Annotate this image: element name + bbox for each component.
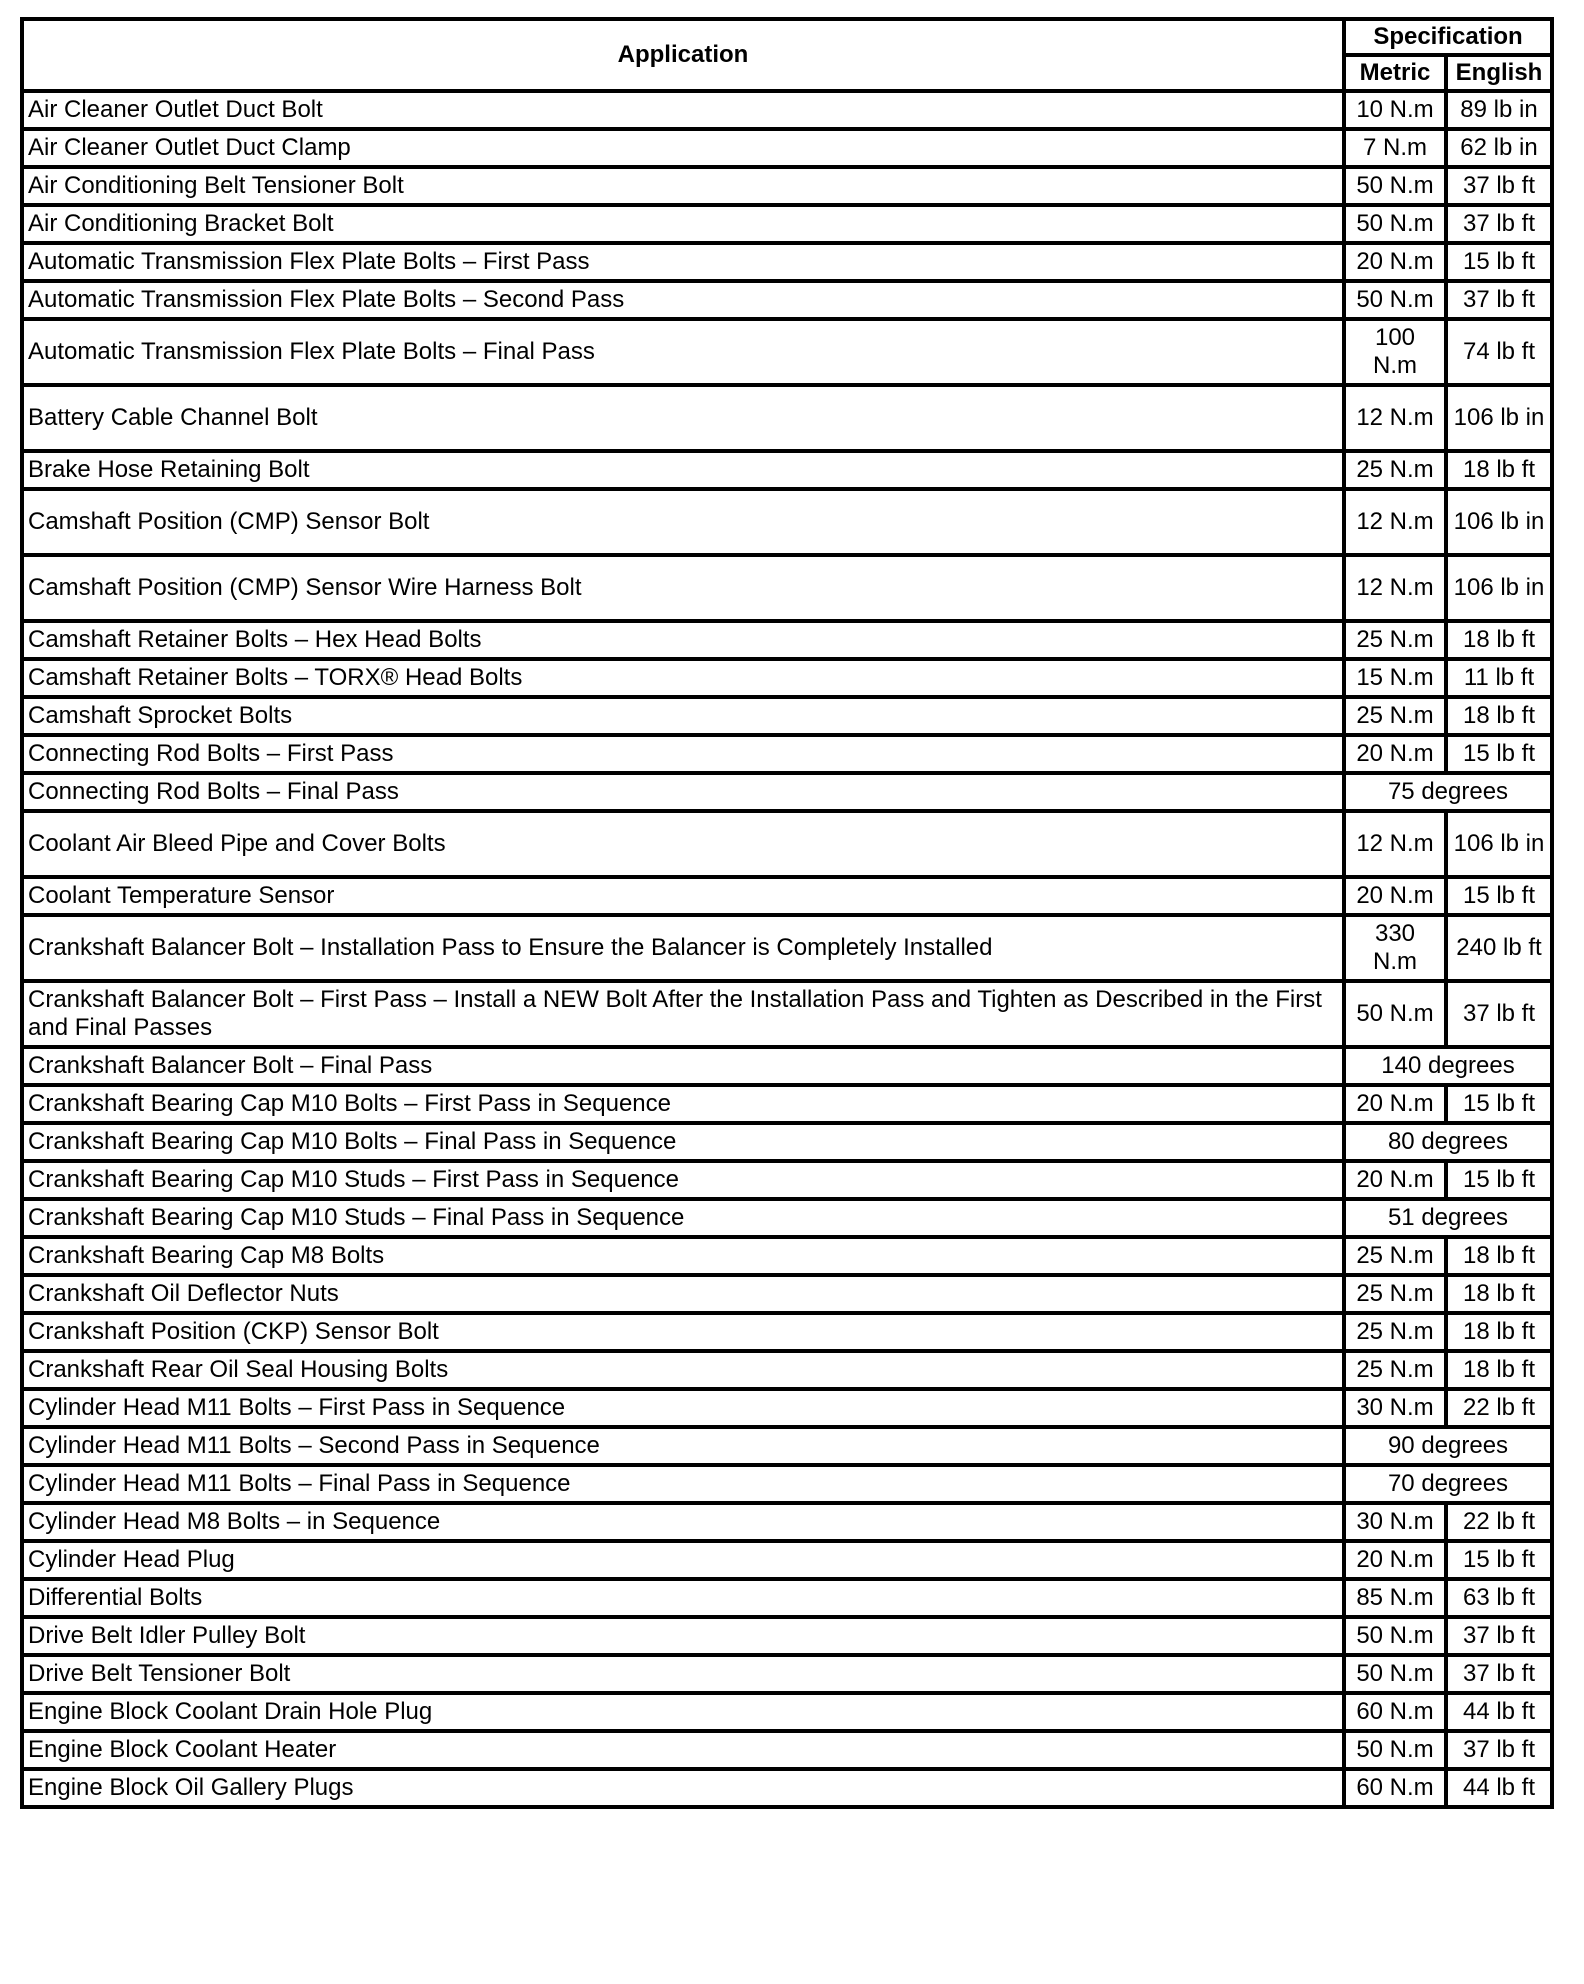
table-row (22, 1161, 1552, 1199)
application-cell: Air Conditioning Bracket Bolt (22, 205, 1344, 243)
english-value-cell: 37 lb ft (1446, 1655, 1552, 1693)
english-value-cell: 62 lb in (1446, 129, 1552, 167)
application-cell: Cylinder Head M11 Bolts – Final Pass in Sequence (22, 1465, 1344, 1503)
table-row (22, 385, 1552, 451)
application-cell: Coolant Air Bleed Pipe and Cover Bolts (22, 811, 1344, 877)
metric-value-cell: 15 N.m (1344, 659, 1446, 697)
metric-value-cell: 330 N.m (1344, 915, 1446, 981)
english-value-cell: 15 lb ft (1446, 243, 1552, 281)
metric-value-cell: 12 N.m (1344, 385, 1446, 451)
english-value-cell: 18 lb ft (1446, 1237, 1552, 1275)
metric-value-cell: 50 N.m (1344, 167, 1446, 205)
english-value-cell: 37 lb ft (1446, 205, 1552, 243)
application-cell: Automatic Transmission Flex Plate Bolts – Second Pass (22, 281, 1344, 319)
table-row (22, 1085, 1552, 1123)
application-cell: Crankshaft Position (CKP) Sensor Bolt (22, 1313, 1344, 1351)
metric-value-cell: 50 N.m (1344, 1731, 1446, 1769)
table-row (22, 1275, 1552, 1313)
english-value-cell: 18 lb ft (1446, 621, 1552, 659)
application-cell: Engine Block Coolant Drain Hole Plug (22, 1693, 1344, 1731)
table-row (22, 1237, 1552, 1275)
metric-value-cell: 25 N.m (1344, 1313, 1446, 1351)
english-value-cell: 15 lb ft (1446, 1161, 1552, 1199)
application-cell: Drive Belt Idler Pulley Bolt (22, 1617, 1344, 1655)
application-cell: Camshaft Sprocket Bolts (22, 697, 1344, 735)
metric-value-cell: 50 N.m (1344, 1655, 1446, 1693)
application-cell: Cylinder Head M8 Bolts – in Sequence (22, 1503, 1344, 1541)
english-value-cell: 106 lb in (1446, 385, 1552, 451)
application-cell: Battery Cable Channel Bolt (22, 385, 1344, 451)
application-cell: Crankshaft Balancer Bolt – First Pass – Install a NEW Bolt After the Installation Pass and Tighten as Described in the First and Final Passes (22, 981, 1344, 1047)
table-row (22, 489, 1552, 555)
metric-value-cell: 100 N.m (1344, 319, 1446, 385)
table-row (22, 1579, 1552, 1617)
table-row (22, 319, 1552, 385)
application-column-header: Application (22, 19, 1344, 91)
metric-value-cell: 20 N.m (1344, 877, 1446, 915)
angle-spec-cell: 140 degrees (1344, 1047, 1552, 1085)
english-value-cell: 37 lb ft (1446, 281, 1552, 319)
application-cell: Automatic Transmission Flex Plate Bolts – First Pass (22, 243, 1344, 281)
english-column-header: English (1446, 55, 1552, 91)
table-row (22, 281, 1552, 319)
table-row (22, 1617, 1552, 1655)
table-row (22, 697, 1552, 735)
english-value-cell: 37 lb ft (1446, 981, 1552, 1047)
specification-column-header: Specification (1344, 19, 1552, 55)
metric-value-cell: 50 N.m (1344, 1617, 1446, 1655)
metric-value-cell: 30 N.m (1344, 1389, 1446, 1427)
metric-value-cell: 12 N.m (1344, 555, 1446, 621)
metric-value-cell: 30 N.m (1344, 1503, 1446, 1541)
metric-value-cell: 20 N.m (1344, 1541, 1446, 1579)
english-value-cell: 15 lb ft (1446, 877, 1552, 915)
table-row (22, 1427, 1552, 1465)
table-row (22, 1769, 1552, 1807)
table-row (22, 1389, 1552, 1427)
english-value-cell: 106 lb in (1446, 489, 1552, 555)
english-value-cell: 106 lb in (1446, 811, 1552, 877)
table-row (22, 915, 1552, 981)
application-cell: Engine Block Coolant Heater (22, 1731, 1344, 1769)
english-value-cell: 37 lb ft (1446, 1731, 1552, 1769)
table-row (22, 1351, 1552, 1389)
english-value-cell: 22 lb ft (1446, 1503, 1552, 1541)
table-row (22, 205, 1552, 243)
application-cell: Crankshaft Bearing Cap M10 Studs – Final Pass in Sequence (22, 1199, 1344, 1237)
application-cell: Crankshaft Oil Deflector Nuts (22, 1275, 1344, 1313)
application-cell: Crankshaft Balancer Bolt – Final Pass (22, 1047, 1344, 1085)
metric-value-cell: 85 N.m (1344, 1579, 1446, 1617)
application-cell: Camshaft Retainer Bolts – TORX® Head Bolts (22, 659, 1344, 697)
table-row (22, 1655, 1552, 1693)
english-value-cell: 18 lb ft (1446, 451, 1552, 489)
english-value-cell: 106 lb in (1446, 555, 1552, 621)
metric-value-cell: 25 N.m (1344, 451, 1446, 489)
application-cell: Camshaft Position (CMP) Sensor Bolt (22, 489, 1344, 555)
application-cell: Drive Belt Tensioner Bolt (22, 1655, 1344, 1693)
english-value-cell: 18 lb ft (1446, 697, 1552, 735)
application-cell: Camshaft Position (CMP) Sensor Wire Harness Bolt (22, 555, 1344, 621)
table-row (22, 1047, 1552, 1085)
table-row (22, 659, 1552, 697)
table-row (22, 167, 1552, 205)
table-row (22, 129, 1552, 167)
metric-value-cell: 60 N.m (1344, 1693, 1446, 1731)
english-value-cell: 44 lb ft (1446, 1693, 1552, 1731)
application-cell: Connecting Rod Bolts – First Pass (22, 735, 1344, 773)
application-cell: Crankshaft Bearing Cap M10 Bolts – First Pass in Sequence (22, 1085, 1344, 1123)
application-cell: Engine Block Oil Gallery Plugs (22, 1769, 1344, 1807)
application-cell: Cylinder Head M11 Bolts – First Pass in Sequence (22, 1389, 1344, 1427)
application-cell: Crankshaft Rear Oil Seal Housing Bolts (22, 1351, 1344, 1389)
application-cell: Automatic Transmission Flex Plate Bolts – Final Pass (22, 319, 1344, 385)
application-cell: Coolant Temperature Sensor (22, 877, 1344, 915)
english-value-cell: 15 lb ft (1446, 735, 1552, 773)
table-row (22, 735, 1552, 773)
metric-value-cell: 50 N.m (1344, 281, 1446, 319)
english-value-cell: 44 lb ft (1446, 1769, 1552, 1807)
application-cell: Air Cleaner Outlet Duct Bolt (22, 91, 1344, 129)
english-value-cell: 89 lb in (1446, 91, 1552, 129)
metric-value-cell: 25 N.m (1344, 621, 1446, 659)
table-header (22, 19, 1552, 91)
table-body (22, 91, 1552, 1807)
metric-value-cell: 25 N.m (1344, 1351, 1446, 1389)
table-row (22, 621, 1552, 659)
table-row (22, 1503, 1552, 1541)
application-cell: Air Cleaner Outlet Duct Clamp (22, 129, 1344, 167)
metric-value-cell: 50 N.m (1344, 981, 1446, 1047)
table-row (22, 1313, 1552, 1351)
metric-value-cell: 20 N.m (1344, 1085, 1446, 1123)
english-value-cell: 63 lb ft (1446, 1579, 1552, 1617)
application-cell: Crankshaft Bearing Cap M10 Studs – First Pass in Sequence (22, 1161, 1344, 1199)
metric-value-cell: 50 N.m (1344, 205, 1446, 243)
metric-value-cell: 12 N.m (1344, 489, 1446, 555)
application-cell: Crankshaft Bearing Cap M8 Bolts (22, 1237, 1344, 1275)
english-value-cell: 240 lb ft (1446, 915, 1552, 981)
application-cell: Camshaft Retainer Bolts – Hex Head Bolts (22, 621, 1344, 659)
table-row (22, 243, 1552, 281)
metric-value-cell: 20 N.m (1344, 735, 1446, 773)
table-row (22, 981, 1552, 1047)
english-value-cell: 18 lb ft (1446, 1275, 1552, 1313)
angle-spec-cell: 51 degrees (1344, 1199, 1552, 1237)
metric-value-cell: 25 N.m (1344, 697, 1446, 735)
angle-spec-cell: 90 degrees (1344, 1427, 1552, 1465)
table-row (22, 555, 1552, 621)
english-value-cell: 18 lb ft (1446, 1313, 1552, 1351)
english-value-cell: 11 lb ft (1446, 659, 1552, 697)
table-row (22, 811, 1552, 877)
metric-value-cell: 60 N.m (1344, 1769, 1446, 1807)
application-cell: Cylinder Head Plug (22, 1541, 1344, 1579)
english-value-cell: 22 lb ft (1446, 1389, 1552, 1427)
english-value-cell: 74 lb ft (1446, 319, 1552, 385)
metric-value-cell: 25 N.m (1344, 1237, 1446, 1275)
metric-value-cell: 25 N.m (1344, 1275, 1446, 1313)
english-value-cell: 37 lb ft (1446, 167, 1552, 205)
angle-spec-cell: 75 degrees (1344, 773, 1552, 811)
english-value-cell: 15 lb ft (1446, 1541, 1552, 1579)
torque-specification-table (20, 17, 1554, 1809)
english-value-cell: 37 lb ft (1446, 1617, 1552, 1655)
table-row (22, 1465, 1552, 1503)
english-value-cell: 18 lb ft (1446, 1351, 1552, 1389)
application-cell: Crankshaft Balancer Bolt – Installation Pass to Ensure the Balancer is Completely Installed (22, 915, 1344, 981)
table-row (22, 1123, 1552, 1161)
metric-value-cell: 20 N.m (1344, 243, 1446, 281)
table-row (22, 1199, 1552, 1237)
angle-spec-cell: 70 degrees (1344, 1465, 1552, 1503)
metric-column-header: Metric (1344, 55, 1446, 91)
metric-value-cell: 7 N.m (1344, 129, 1446, 167)
metric-value-cell: 20 N.m (1344, 1161, 1446, 1199)
application-cell: Brake Hose Retaining Bolt (22, 451, 1344, 489)
table-row (22, 91, 1552, 129)
application-cell: Connecting Rod Bolts – Final Pass (22, 773, 1344, 811)
application-cell: Air Conditioning Belt Tensioner Bolt (22, 167, 1344, 205)
table-row (22, 451, 1552, 489)
table-row (22, 1731, 1552, 1769)
table-row (22, 877, 1552, 915)
application-cell: Differential Bolts (22, 1579, 1344, 1617)
english-value-cell: 15 lb ft (1446, 1085, 1552, 1123)
angle-spec-cell: 80 degrees (1344, 1123, 1552, 1161)
application-cell: Crankshaft Bearing Cap M10 Bolts – Final Pass in Sequence (22, 1123, 1344, 1161)
application-cell: Cylinder Head M11 Bolts – Second Pass in Sequence (22, 1427, 1344, 1465)
table-row (22, 1693, 1552, 1731)
table-row (22, 1541, 1552, 1579)
table-row (22, 773, 1552, 811)
metric-value-cell: 12 N.m (1344, 811, 1446, 877)
metric-value-cell: 10 N.m (1344, 91, 1446, 129)
